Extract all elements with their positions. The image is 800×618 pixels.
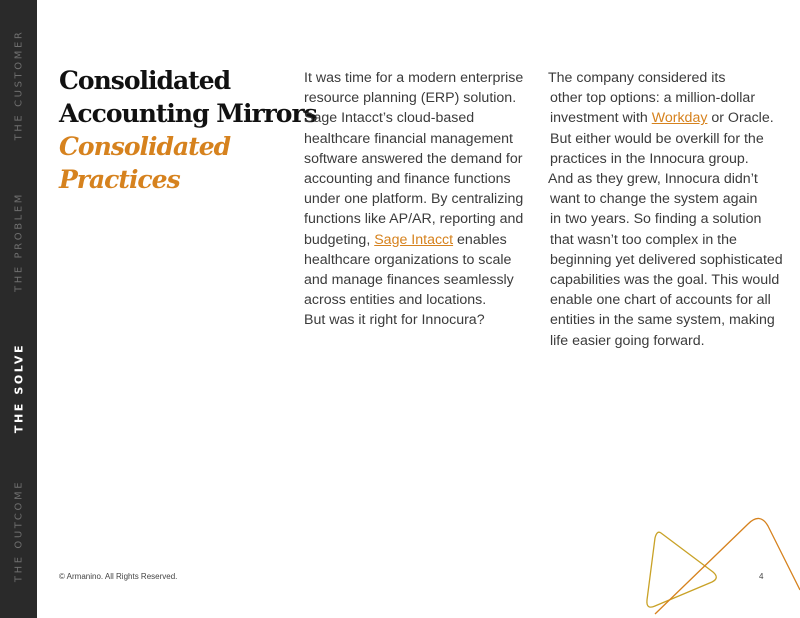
text-line: beginning yet delivered sophisticated (550, 251, 783, 268)
link-prefix: investment with (550, 110, 652, 127)
text-line: functions like AP/AR, reporting and (304, 211, 524, 228)
text-line: practices in the Innocura group. (550, 150, 749, 167)
title-line-1: Consolidated (59, 66, 231, 95)
title-accent-line-1: Consolidated (59, 132, 231, 161)
text-line: enable one chart of accounts for all (550, 292, 771, 309)
decor-triangle-large (655, 518, 800, 614)
text-line: But either would be overkill for the (550, 130, 764, 147)
text-line: And as they grew, Innocura didn’t (548, 171, 758, 188)
text-line: resource planning (ERP) solution. (304, 90, 517, 107)
link-suffix: or Oracle. (707, 110, 774, 127)
text-line: other top options: a million-dollar (550, 90, 756, 107)
footer-copyright: © Armanino. All Rights Reserved. (59, 572, 178, 581)
text-line: in two years. So finding a solution (550, 211, 762, 228)
decor-triangle-small (647, 532, 716, 607)
text-line: healthcare financial management (304, 130, 514, 147)
text-line: across entities and locations. (304, 292, 487, 309)
text-line: want to change the system again (550, 191, 758, 208)
text-line: capabilities was the goal. This would (550, 272, 780, 289)
page-number: 4 (759, 572, 764, 581)
sage-intacct-link[interactable]: Sage Intacct (374, 231, 454, 248)
link-prefix: budgeting, (304, 231, 375, 248)
title-line-2: Accounting Mirrors (59, 99, 317, 128)
text-line: But was it right for Innocura? (304, 312, 485, 329)
text-line: that wasn’t too complex in the (550, 231, 737, 248)
tab-label: THE OUTCOME (13, 479, 24, 583)
text-line: accounting and finance functions (304, 171, 511, 188)
text-line: life easier going forward. (550, 332, 705, 349)
link-suffix: enables (453, 231, 507, 248)
tab-label: THE SOLVE (12, 342, 25, 434)
text-line: Sage Intacct’s cloud-based (304, 110, 475, 127)
text-line: and manage finances seamlessly (304, 272, 514, 289)
text-line: under one platform. By centralizing (304, 191, 524, 208)
title-accent-line-2: Practices (59, 165, 180, 194)
text-line: software answered the demand for (304, 150, 523, 167)
text-line: It was time for a modern enterprise (304, 70, 524, 86)
text-line: The company considered its (548, 70, 726, 86)
tab-label: THE CUSTOMER (13, 29, 24, 141)
workday-link[interactable]: Workday (651, 110, 708, 127)
tab-label: THE PROBLEM (13, 192, 24, 292)
text-line: healthcare organizations to scale (304, 251, 512, 268)
text-line: entities in the same system, making (550, 312, 775, 329)
